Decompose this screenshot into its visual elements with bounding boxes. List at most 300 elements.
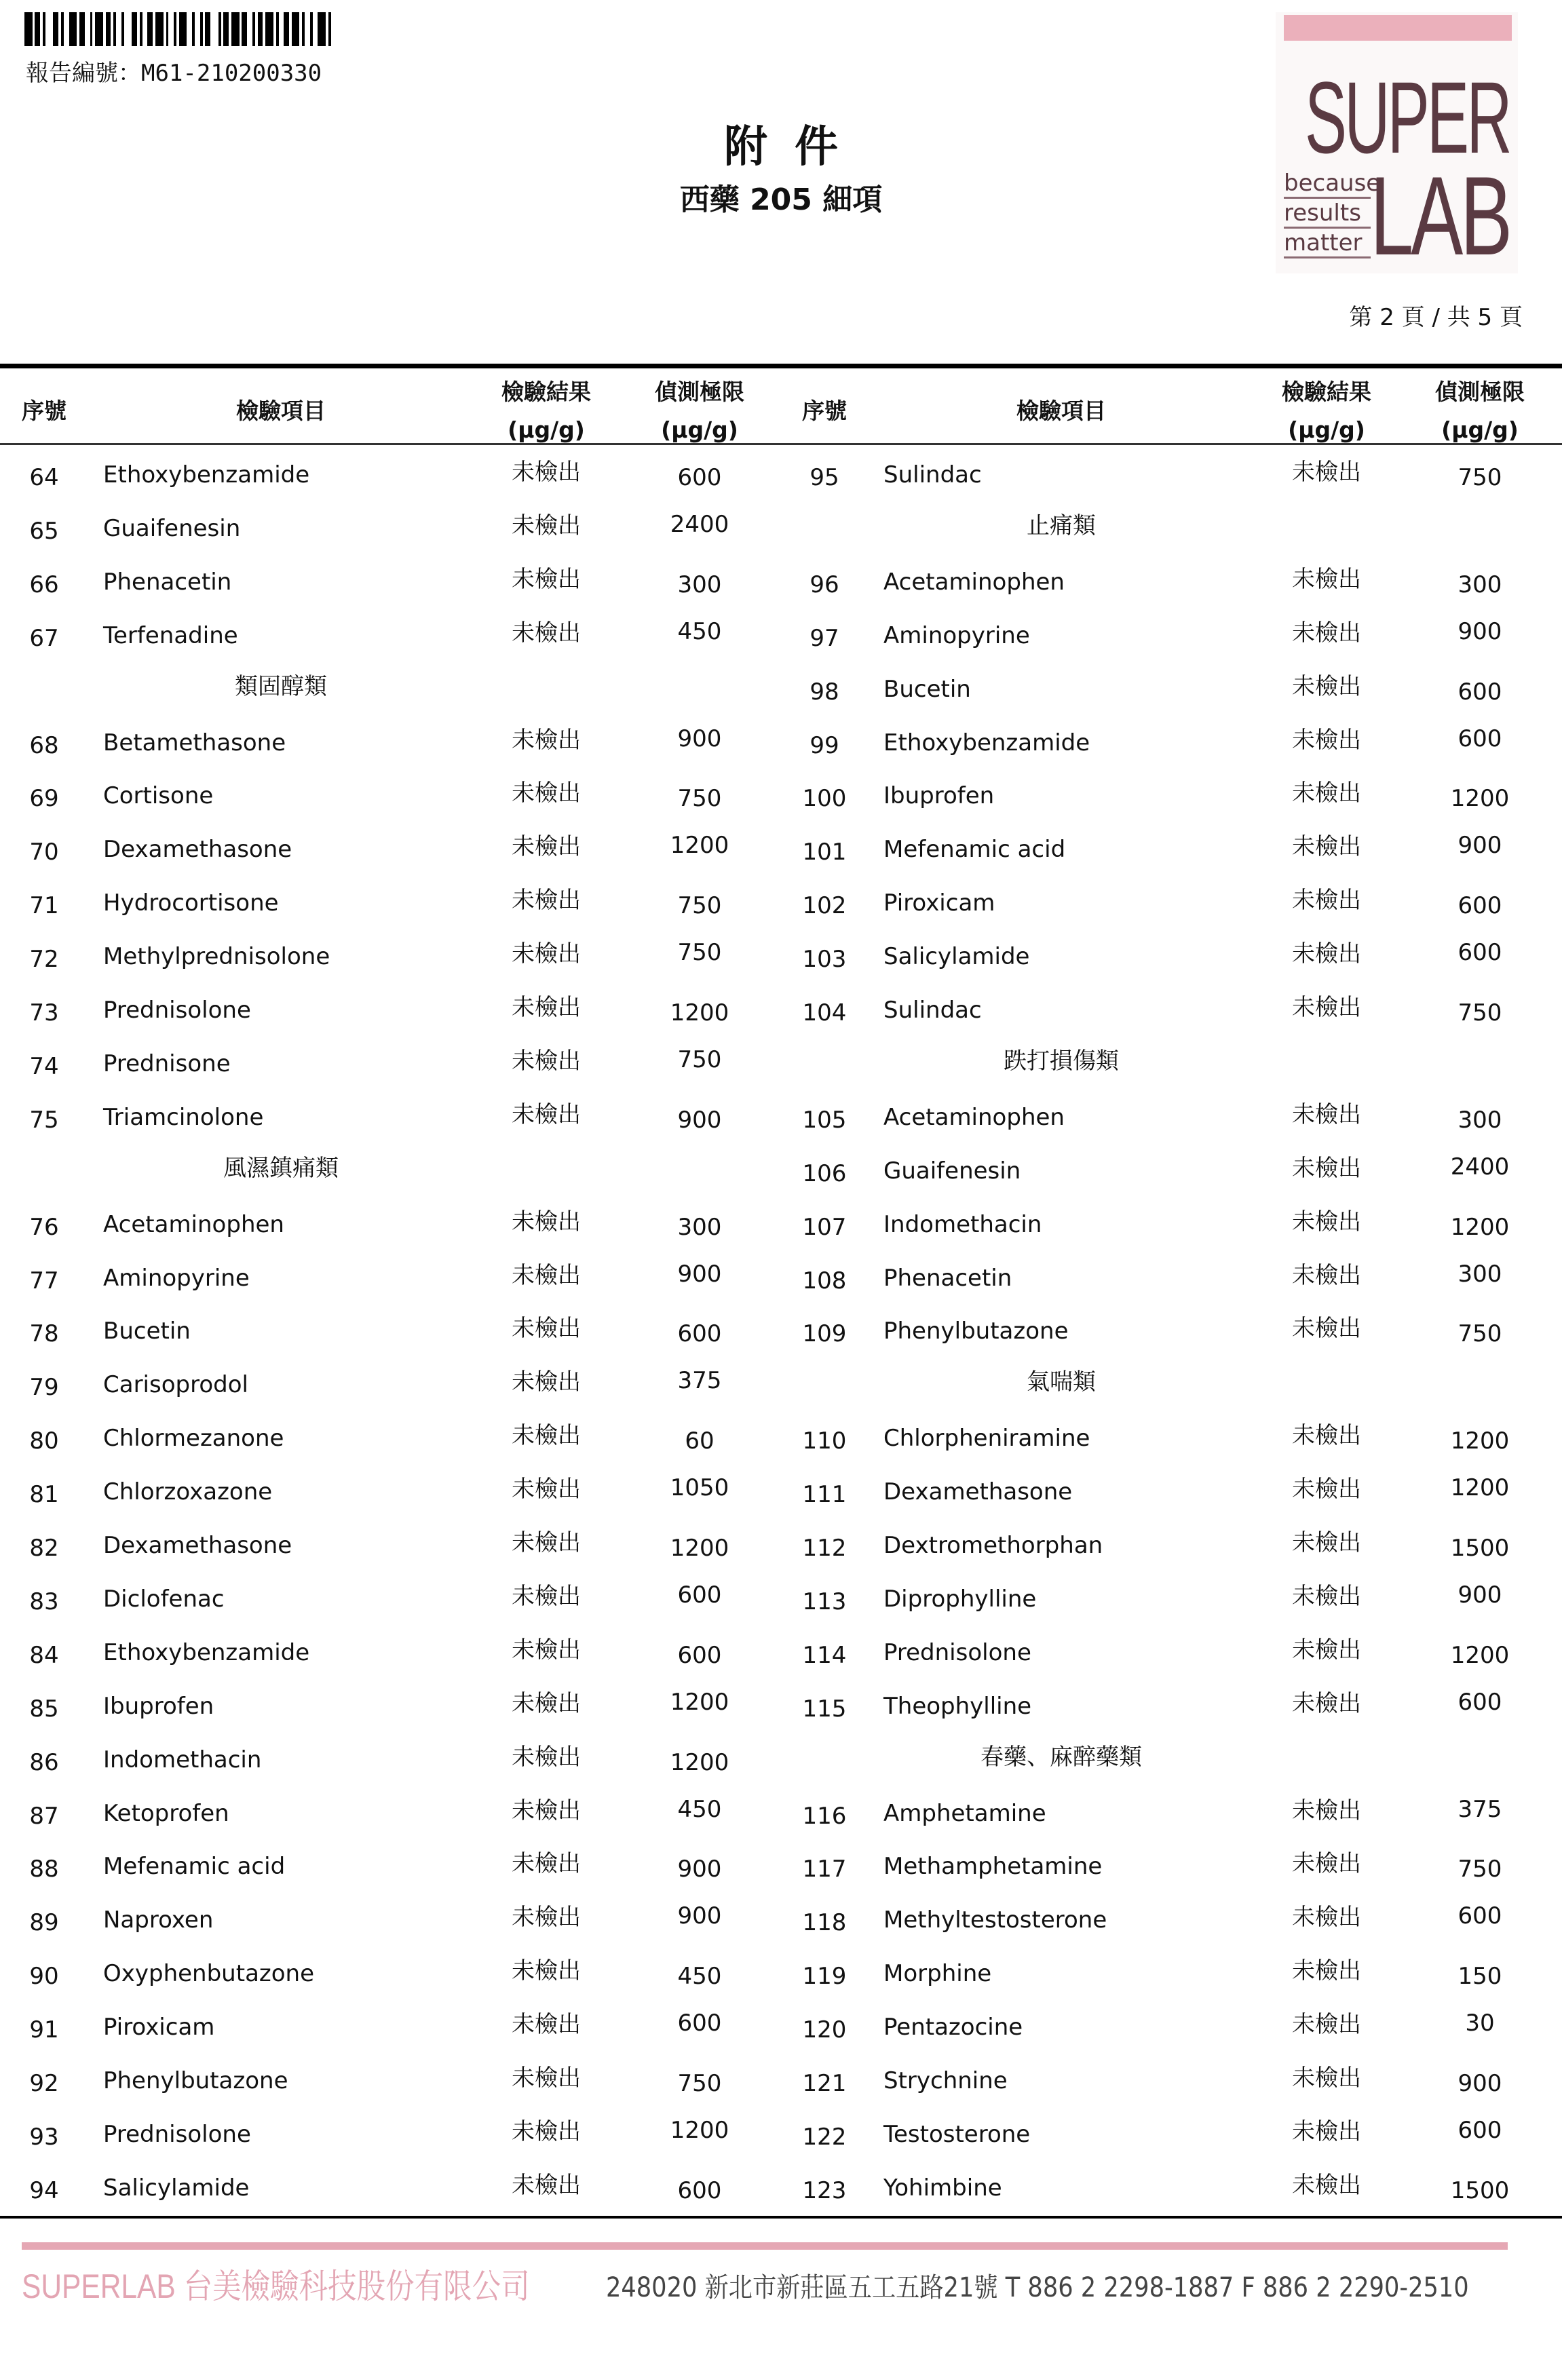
table-row xyxy=(780,832,1561,889)
item-name: Aminopyrine xyxy=(103,1264,250,1292)
header-result: 檢驗結果 xyxy=(501,379,591,405)
table-row xyxy=(0,1045,780,1104)
item-limit: 600 xyxy=(1458,892,1502,920)
item-name: Phenacetin xyxy=(883,1264,1012,1292)
item-number: 117 xyxy=(802,1856,847,1883)
item-name: Morphine xyxy=(883,1960,992,1988)
header-item: 檢驗項目 xyxy=(1016,398,1106,424)
page-subtitle: 西藥 205 細項 xyxy=(679,183,883,217)
barcode-bar xyxy=(210,12,218,46)
logo-lab: LAB xyxy=(1370,153,1510,278)
item-name: Ibuprofen xyxy=(883,782,995,810)
item-name: Phenacetin xyxy=(103,568,232,596)
category-row xyxy=(780,1047,1561,1104)
barcode-bar xyxy=(187,12,192,46)
item-name: Dextromethorphan xyxy=(883,1532,1103,1559)
table-row xyxy=(780,617,1561,676)
table-row xyxy=(0,832,780,889)
item-result: 未檢出 xyxy=(512,2065,581,2092)
item-name: Dexamethasone xyxy=(883,1478,1073,1506)
item-name: Mefenamic acid xyxy=(883,836,1066,864)
item-limit: 900 xyxy=(677,1106,722,1134)
item-number: 97 xyxy=(809,624,839,652)
item-name: Strychnine xyxy=(883,2067,1008,2094)
barcode xyxy=(24,12,337,46)
item-result: 未檢出 xyxy=(512,1743,581,1771)
item-limit: 750 xyxy=(677,939,722,967)
item-number: 70 xyxy=(29,839,59,866)
table-row xyxy=(780,889,1561,943)
item-number: 95 xyxy=(809,464,839,491)
item-number: 80 xyxy=(29,1427,59,1455)
item-limit: 450 xyxy=(677,1963,722,1991)
barcode-bar xyxy=(142,12,148,46)
item-limit: 2400 xyxy=(1450,1153,1510,1181)
item-number: 83 xyxy=(29,1588,59,1615)
header-result: 檢驗結果 xyxy=(1282,379,1371,405)
table-row xyxy=(780,1315,1561,1371)
item-limit: 600 xyxy=(677,1320,722,1348)
barcode-bar xyxy=(258,12,263,46)
table-row xyxy=(0,939,780,997)
item-number: 65 xyxy=(29,517,59,545)
barcode-bar xyxy=(147,12,153,46)
table-row xyxy=(0,1474,780,1532)
item-result: 未檢出 xyxy=(512,1957,581,1985)
barcode-bar xyxy=(223,12,229,46)
item-number: 68 xyxy=(29,731,59,759)
item-number: 105 xyxy=(802,1106,847,1134)
item-result: 未檢出 xyxy=(1292,940,1361,968)
item-number: 110 xyxy=(802,1427,847,1455)
item-limit: 750 xyxy=(677,1045,722,1073)
item-result: 未檢出 xyxy=(512,2117,581,2145)
table-row xyxy=(780,1795,1561,1854)
item-name: Chlorpheniramine xyxy=(883,1425,1090,1453)
item-result: 未檢出 xyxy=(1292,1476,1361,1503)
barcode-bar xyxy=(132,12,137,46)
logo-tagline: matter xyxy=(1284,229,1371,258)
table-row xyxy=(0,1902,780,1960)
item-result: 未檢出 xyxy=(1292,2011,1361,2039)
item-result: 未檢出 xyxy=(1292,1100,1361,1128)
item-name: Oxyphenbutazone xyxy=(103,1960,315,1988)
item-limit: 1200 xyxy=(1450,1474,1510,1502)
item-limit: 600 xyxy=(677,2176,722,2204)
item-result: 未檢出 xyxy=(1292,1957,1361,1985)
page-indicator: 第 2 頁 / 共 5 頁 xyxy=(1349,304,1523,331)
table-row xyxy=(780,1260,1561,1318)
item-name: Acetaminophen xyxy=(103,1210,284,1238)
category-row xyxy=(0,672,780,729)
table-row xyxy=(0,1529,780,1586)
barcode-bar xyxy=(155,12,164,46)
category-label: 風濕鎮痛類 xyxy=(223,1154,339,1182)
table-row xyxy=(780,1688,1561,1746)
item-name: Sulindac xyxy=(883,461,982,488)
item-number: 71 xyxy=(29,892,59,920)
item-number: 75 xyxy=(29,1106,59,1134)
table-row xyxy=(0,1100,780,1157)
item-number: 112 xyxy=(802,1535,847,1562)
item-result: 未檢出 xyxy=(1292,2171,1361,2199)
item-name: Carisoprodol xyxy=(103,1371,248,1399)
item-number: 91 xyxy=(29,2016,59,2044)
item-name: Terfenadine xyxy=(103,621,238,649)
item-result: 未檢出 xyxy=(1292,1636,1361,1664)
header-limit: 偵測極限 xyxy=(1435,379,1525,405)
item-limit: 1200 xyxy=(670,1748,729,1776)
table-row xyxy=(780,1100,1561,1157)
item-name: Methamphetamine xyxy=(883,1853,1103,1881)
item-limit: 1200 xyxy=(1450,1641,1510,1669)
barcode-bar xyxy=(231,12,240,46)
item-limit: 375 xyxy=(677,1367,722,1395)
item-name: Diclofenac xyxy=(103,1585,225,1613)
item-result: 未檢出 xyxy=(512,1261,581,1289)
table-row xyxy=(780,2116,1561,2174)
category-row xyxy=(780,512,1561,569)
item-limit: 60 xyxy=(685,1427,715,1455)
table-row xyxy=(0,725,780,783)
table-row xyxy=(780,1208,1561,1265)
barcode-bar xyxy=(95,12,103,46)
item-result: 未檢出 xyxy=(512,565,581,593)
item-limit: 1200 xyxy=(670,2116,729,2144)
item-number: 79 xyxy=(29,1374,59,1402)
item-limit: 1200 xyxy=(670,832,729,860)
item-result: 未檢出 xyxy=(512,1850,581,1878)
table-top-rule xyxy=(0,364,1562,368)
table-row xyxy=(0,1795,780,1854)
item-name: Acetaminophen xyxy=(883,568,1065,596)
item-result: 未檢出 xyxy=(1292,833,1361,861)
table-row xyxy=(780,2171,1561,2228)
item-result: 未檢出 xyxy=(1292,619,1361,647)
item-name: Prednisolone xyxy=(883,1638,1031,1666)
item-result: 未檢出 xyxy=(512,1422,581,1450)
item-limit: 300 xyxy=(677,1213,722,1241)
logo-pink-bar xyxy=(1284,15,1512,41)
item-limit: 300 xyxy=(1458,1260,1502,1288)
item-limit: 750 xyxy=(1458,1320,1502,1348)
item-result: 未檢出 xyxy=(512,1529,581,1556)
category-label: 類固醇類 xyxy=(235,672,327,700)
item-result: 未檢出 xyxy=(1292,1261,1361,1289)
item-result: 未檢出 xyxy=(1292,887,1361,915)
item-limit: 600 xyxy=(677,2010,722,2037)
item-name: Chlormezanone xyxy=(103,1425,284,1453)
table-row xyxy=(0,994,780,1050)
item-limit: 750 xyxy=(1458,999,1502,1026)
item-number: 122 xyxy=(802,2123,847,2151)
item-number: 99 xyxy=(809,731,839,759)
table-row xyxy=(780,2010,1561,2067)
barcode-bar xyxy=(69,12,77,46)
item-name: Naproxen xyxy=(103,1906,214,1934)
table-row xyxy=(780,1581,1561,1639)
item-name: Indomethacin xyxy=(103,1746,262,1773)
item-name: Diprophylline xyxy=(883,1585,1037,1613)
category-label: 氣喘類 xyxy=(1027,1368,1096,1396)
item-limit: 150 xyxy=(1458,1963,1502,1991)
table-row xyxy=(0,1422,780,1478)
barcode-bar xyxy=(116,12,121,46)
item-result: 未檢出 xyxy=(1292,459,1361,486)
table-row xyxy=(0,889,780,943)
header-limit: 偵測極限 xyxy=(655,379,744,405)
item-number: 115 xyxy=(802,1695,847,1723)
item-limit: 600 xyxy=(1458,1688,1502,1716)
item-result: 未檢出 xyxy=(1292,1689,1361,1717)
item-number: 107 xyxy=(802,1213,847,1241)
item-result: 未檢出 xyxy=(512,2011,581,2039)
item-number: 64 xyxy=(29,464,59,491)
table-row xyxy=(0,2067,780,2121)
item-name: Indomethacin xyxy=(883,1210,1042,1238)
item-limit: 300 xyxy=(1458,1106,1502,1134)
item-name: Phenylbutazone xyxy=(103,2067,288,2094)
item-number: 113 xyxy=(802,1588,847,1615)
item-number: 84 xyxy=(29,1641,59,1669)
item-number: 73 xyxy=(29,999,59,1026)
table-row xyxy=(780,725,1561,783)
item-result: 未檢出 xyxy=(512,512,581,539)
item-limit: 30 xyxy=(1465,2010,1495,2037)
item-limit: 600 xyxy=(1458,725,1502,752)
item-result: 未檢出 xyxy=(512,1368,581,1396)
item-name: Bucetin xyxy=(103,1318,191,1345)
item-name: Piroxicam xyxy=(883,889,995,917)
item-result: 未檢出 xyxy=(1292,1529,1361,1556)
item-limit: 1050 xyxy=(670,1474,729,1502)
item-limit: 1500 xyxy=(1450,2176,1510,2204)
table-row xyxy=(0,1850,780,1906)
table-row xyxy=(0,1636,780,1693)
table-row xyxy=(0,2116,780,2174)
footer-company: SUPERLAB 台美檢驗科技股份有限公司 xyxy=(22,2267,530,2305)
table-row xyxy=(780,939,1561,997)
item-number: 74 xyxy=(29,1052,59,1080)
item-limit: 750 xyxy=(677,2070,722,2097)
item-result: 未檢出 xyxy=(512,1636,581,1664)
item-limit: 900 xyxy=(1458,832,1502,860)
item-limit: 600 xyxy=(1458,1902,1502,1930)
item-name: Salicylamide xyxy=(103,2174,250,2202)
item-name: Prednisone xyxy=(103,1050,231,1077)
item-limit: 900 xyxy=(677,1902,722,1930)
item-result: 未檢出 xyxy=(512,833,581,861)
item-result: 未檢出 xyxy=(1292,1422,1361,1450)
item-number: 67 xyxy=(29,624,59,652)
item-number: 72 xyxy=(29,946,59,974)
item-result: 未檢出 xyxy=(1292,1315,1361,1343)
item-result: 未檢出 xyxy=(512,1315,581,1343)
item-result: 未檢出 xyxy=(1292,565,1361,593)
item-limit: 750 xyxy=(1458,464,1502,491)
item-limit: 375 xyxy=(1458,1795,1502,1823)
item-name: Dexamethasone xyxy=(103,1532,292,1559)
item-number: 90 xyxy=(29,1963,59,1991)
table-row xyxy=(780,1474,1561,1532)
item-name: Acetaminophen xyxy=(883,1103,1065,1131)
table-row xyxy=(780,672,1561,729)
table-row xyxy=(780,1636,1561,1693)
table-row xyxy=(0,565,780,622)
item-limit: 900 xyxy=(1458,2070,1502,2097)
item-limit: 600 xyxy=(677,1581,722,1609)
barcode-bar xyxy=(168,12,174,46)
item-name: Ethoxybenzamide xyxy=(103,1638,310,1666)
header-rule xyxy=(0,443,1562,445)
report-number: 報告編號：M61-210200330 xyxy=(26,60,322,87)
category-label: 止痛類 xyxy=(1027,512,1096,539)
item-limit: 1200 xyxy=(1450,785,1510,813)
table-row xyxy=(780,1422,1561,1478)
item-number: 106 xyxy=(802,1159,847,1187)
barcode-bar xyxy=(53,12,58,46)
item-limit: 900 xyxy=(677,1856,722,1883)
item-result: 未檢出 xyxy=(512,2171,581,2199)
item-number: 98 xyxy=(809,678,839,706)
item-result: 未檢出 xyxy=(1292,1154,1361,1182)
item-result: 未檢出 xyxy=(512,1047,581,1075)
table-row xyxy=(0,2171,780,2228)
item-name: Ketoprofen xyxy=(103,1799,229,1827)
page-title: 附件 xyxy=(724,122,865,172)
barcode-bar xyxy=(242,12,247,46)
item-number: 66 xyxy=(29,571,59,598)
header-limit-unit: (μg/g) xyxy=(1441,417,1519,443)
table-bottom-rule xyxy=(0,2216,1562,2219)
item-limit: 1200 xyxy=(670,1535,729,1562)
barcode-bar xyxy=(35,12,40,46)
category-label: 跌打損傷類 xyxy=(1004,1047,1119,1075)
item-number: 101 xyxy=(802,839,847,866)
item-number: 77 xyxy=(29,1267,59,1294)
item-name: Dexamethasone xyxy=(103,836,292,864)
barcode-bar xyxy=(124,12,132,46)
item-number: 92 xyxy=(29,2070,59,2097)
item-limit: 600 xyxy=(677,1641,722,1669)
barcode-bar xyxy=(205,12,210,46)
table-row xyxy=(0,1260,780,1318)
item-result: 未檢出 xyxy=(512,1100,581,1128)
item-limit: 600 xyxy=(677,464,722,491)
item-number: 120 xyxy=(802,2016,847,2044)
item-number: 116 xyxy=(802,1802,847,1830)
item-result: 未檢出 xyxy=(1292,1208,1361,1235)
item-result: 未檢出 xyxy=(512,726,581,754)
item-limit: 750 xyxy=(677,785,722,813)
item-name: Amphetamine xyxy=(883,1799,1046,1827)
item-limit: 1200 xyxy=(670,1688,729,1716)
logo-super: SUPER xyxy=(1305,60,1510,174)
item-limit: 900 xyxy=(677,1260,722,1288)
item-number: 78 xyxy=(29,1320,59,1348)
category-label: 春藥、麻醉藥類 xyxy=(980,1743,1142,1771)
item-number: 121 xyxy=(802,2070,847,2097)
superlab-logo xyxy=(1276,12,1518,278)
item-limit: 750 xyxy=(1458,1856,1502,1883)
table-row xyxy=(780,2067,1561,2121)
header-item: 檢驗項目 xyxy=(236,398,326,424)
item-number: 76 xyxy=(29,1213,59,1241)
barcode-bar xyxy=(305,12,310,46)
item-name: Betamethasone xyxy=(103,729,286,756)
table-row xyxy=(0,1743,780,1800)
item-limit: 900 xyxy=(1458,1581,1502,1609)
item-limit: 300 xyxy=(1458,571,1502,598)
table-row xyxy=(780,1850,1561,1906)
item-number: 114 xyxy=(802,1641,847,1669)
item-number: 109 xyxy=(802,1320,847,1348)
item-number: 100 xyxy=(802,785,847,813)
item-name: Ibuprofen xyxy=(103,1692,214,1720)
item-result: 未檢出 xyxy=(1292,1582,1361,1610)
item-result: 未檢出 xyxy=(1292,1797,1361,1824)
table-row xyxy=(0,782,780,836)
category-row xyxy=(0,1154,780,1211)
item-result: 未檢出 xyxy=(1292,726,1361,754)
item-name: Sulindac xyxy=(883,997,982,1024)
item-result: 未檢出 xyxy=(512,459,581,486)
item-name: Ethoxybenzamide xyxy=(103,461,310,488)
table-row xyxy=(780,1957,1561,2014)
barcode-bar xyxy=(284,12,289,46)
item-name: Hydrocortisone xyxy=(103,889,279,917)
item-result: 未檢出 xyxy=(1292,2065,1361,2092)
barcode-bar xyxy=(85,12,90,46)
table-row xyxy=(780,1529,1561,1586)
item-result: 未檢出 xyxy=(512,1904,581,1932)
table-row xyxy=(0,1581,780,1639)
footer-address: 248020 新北市新莊區五工五路21號 T 886 2 2298-1887 F 886 2 2290-2510 xyxy=(606,2272,1469,2303)
header-result-unit: (μg/g) xyxy=(508,417,585,443)
barcode-bar xyxy=(318,12,326,46)
item-number: 104 xyxy=(802,999,847,1026)
barcode-bar xyxy=(79,12,85,46)
item-name: Piroxicam xyxy=(103,2014,215,2041)
table-row xyxy=(0,1315,780,1371)
item-number: 87 xyxy=(29,1802,59,1830)
table-row xyxy=(780,1153,1561,1211)
item-name: Prednisolone xyxy=(103,997,251,1024)
barcode-bar xyxy=(106,12,111,46)
barcode-bar xyxy=(292,12,300,46)
barcode-bar xyxy=(265,12,273,46)
item-result: 未檢出 xyxy=(512,619,581,647)
item-name: Testosterone xyxy=(883,2120,1031,2148)
item-number: 111 xyxy=(802,1481,847,1509)
item-result: 未檢出 xyxy=(512,1208,581,1235)
item-number: 88 xyxy=(29,1856,59,1883)
barcode-bar xyxy=(64,12,69,46)
item-result: 未檢出 xyxy=(512,994,581,1021)
item-number: 96 xyxy=(809,571,839,598)
barcode-bar xyxy=(331,12,337,46)
item-limit: 600 xyxy=(1458,2116,1502,2144)
item-number: 103 xyxy=(802,946,847,974)
item-limit: 450 xyxy=(677,1795,722,1823)
table-row xyxy=(780,461,1561,515)
table-row xyxy=(0,2010,780,2067)
table-row xyxy=(0,617,780,676)
item-number: 89 xyxy=(29,1909,59,1937)
table-row xyxy=(0,510,780,569)
item-result: 未檢出 xyxy=(512,1689,581,1717)
item-result: 未檢出 xyxy=(1292,672,1361,700)
